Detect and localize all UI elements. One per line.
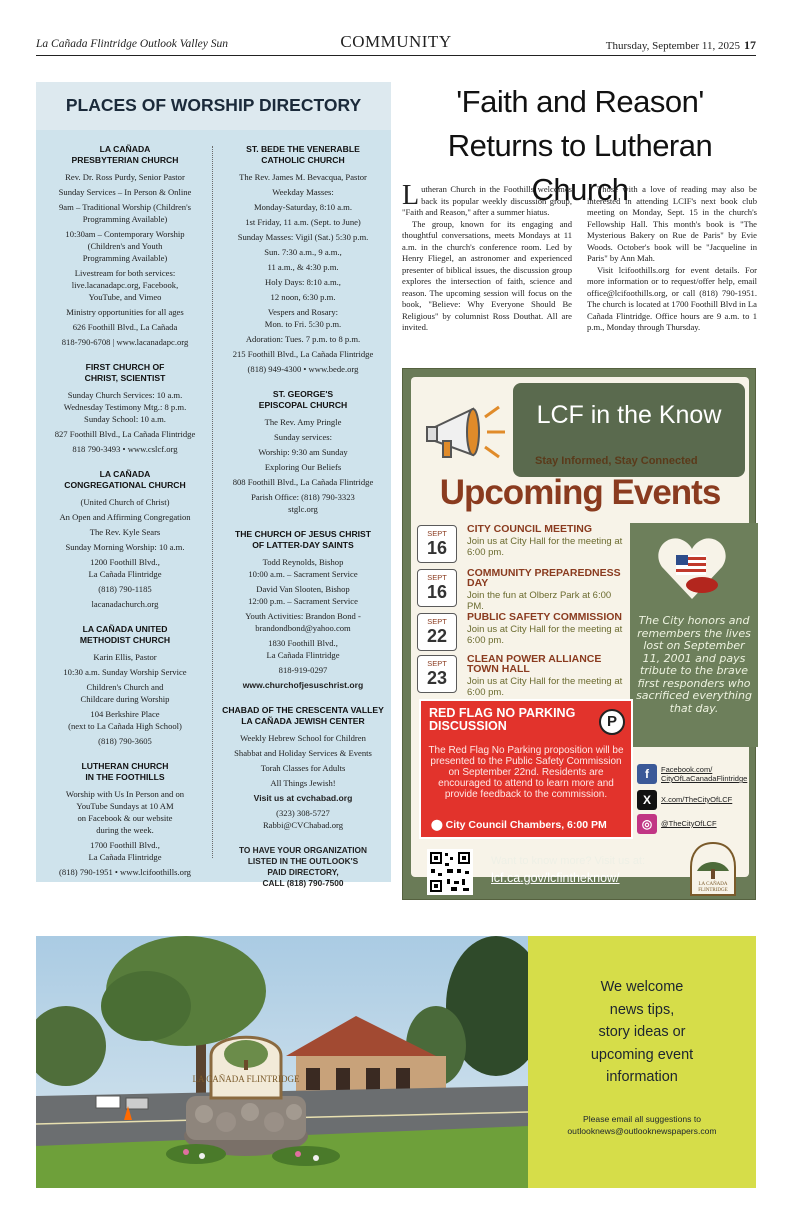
directory-listing-cta: TO HAVE YOUR ORGANIZATION LISTED IN THE OUTLOOK'S PAID DIRECTORY, CALL (818) 790-7500: [239, 845, 367, 888]
church-address: 827 Foothill Blvd., La Cañada Flintridge: [54, 429, 196, 439]
upcoming-events-heading: Upcoming Events: [439, 473, 721, 512]
church-address: 626 Foothill Blvd., La Cañada: [72, 322, 178, 332]
church-contact: 818-919-0297: [278, 665, 328, 675]
article-paragraph-text: utheran Church in the Foothills welcomes back its popular weekly discussion group, "Faith and Reason," after a summer hiatus.: [402, 184, 572, 217]
date-and-page: [606, 38, 756, 53]
directory-left-column: [38, 144, 212, 892]
directory-entry: [38, 761, 212, 878]
church-website: Visit us at cvchabad.org: [253, 793, 353, 803]
article-paragraph: Visit lcifoothills.org for event details. For more information or to request/offer help, email office@lcifoothills.org, or call (818) 790-1951. The church is located at 1700 Foothill Blvd in La Cañada Flintridge. Office hours are 9 a.m. to 1 p.m., Monday through Thursday.: [587, 264, 757, 332]
church-name: FIRST CHURCH OF CHRIST, SCIENTIST: [84, 362, 166, 383]
church-detail: 1st Friday, 11 a.m. (Sept. to June): [245, 217, 361, 227]
event-day: 16: [426, 582, 448, 602]
event-day: 22: [426, 626, 448, 646]
church-name: CHABAD OF THE CRESCENTA VALLEY LA CAÑADA JEWISH CENTER: [222, 705, 384, 726]
article-paragraph: The group, known for its engaging and thoughtful conversations, meets Mondays at 11 a.m. in the church's conference room. Led by Henry Fliegel, an astronomer and experienced presenter of biblical issues, the discussion group explores the intersection of faith, science and reason. The upcoming session will focus on the book, "Believe: Why Everyone Should Be Religious" by columnist Ross Douthat. All are invited.: [402, 218, 572, 332]
social-instagram[interactable]: [637, 813, 753, 837]
church-website: www.churchofjesuschrist.org: [242, 680, 364, 690]
church-detail: An Open and Affirming Congregation: [59, 512, 191, 522]
ad-panel: [411, 377, 752, 877]
directory-title: PLACES OF WORSHIP DIRECTORY: [65, 95, 362, 115]
publication-name: La Cañada Flintridge Outlook Valley Sun: [36, 38, 228, 50]
directory-entry: [38, 624, 212, 747]
church-detail: Worship: 9:30 am Sunday: [258, 447, 348, 457]
event-description: Join the fun at Olberz Park at 6:00 PM.: [467, 590, 612, 612]
church-contact: (818) 790-1185: [98, 584, 152, 594]
church-contact: (323) 308-5727 Rabbi@CVChabad.org: [262, 808, 344, 830]
event-day: 16: [426, 538, 448, 558]
church-address: 808 Foothill Blvd., La Cañada Flintridge: [232, 477, 374, 487]
qr-code-icon: [427, 849, 473, 895]
church-detail: Ministry opportunities for all ages: [66, 307, 184, 317]
event-item: [417, 613, 627, 653]
church-detail: Adoration: Tues. 7 p.m. to 8 p.m.: [245, 334, 361, 344]
church-detail: Sunday Masses: Vigil (Sat.) 5:30 p.m.: [237, 232, 369, 242]
event-day: 23: [426, 668, 448, 688]
issue-date: Thursday, September 11, 2025: [605, 40, 740, 52]
church-detail: Exploring Our Beliefs: [264, 462, 342, 472]
drop-cap: L: [402, 180, 420, 211]
church-address: 104 Berkshire Place (next to La Cañada High School): [68, 709, 182, 731]
church-detail: 10:30 a.m. Sunday Worship Service: [63, 667, 187, 677]
september-11-tribute: [630, 523, 758, 747]
church-name: LUTHERAN CHURCH IN THE FOOTHILLS: [81, 761, 169, 782]
svg-text:FLINTRIDGE: FLINTRIDGE: [698, 888, 728, 893]
city-logo-icon: [689, 841, 737, 897]
church-detail: Todd Reynolds, Bishop 10:00 a.m. – Sacrament Service: [248, 557, 358, 579]
event-title: CITY COUNCIL MEETING: [467, 523, 593, 535]
church-detail: 11 a.m., & 4:30 p.m.: [267, 262, 339, 272]
page-number: 17: [744, 38, 756, 52]
church-address: 1200 Foothill Blvd., La Cañada Flintridge: [88, 557, 162, 579]
church-detail: Youth Activities: Brandon Bond - brandondbond@yahoo.com: [245, 611, 361, 633]
church-address: 1700 Foothill Blvd., La Cañada Flintridge: [88, 840, 162, 862]
event-description: Join us at City Hall for the meeting at 6:00 pm.: [467, 624, 623, 646]
event-item: [417, 525, 627, 565]
event-date-card: [417, 525, 457, 563]
church-detail: Sun. 7:30 a.m., 9 a.m.,: [264, 247, 342, 257]
event-date-card: [417, 613, 457, 651]
section-title: COMMUNITY: [340, 32, 452, 51]
church-detail: Shabbat and Holiday Services & Events: [234, 748, 372, 758]
directory-entry: [38, 469, 212, 610]
event-title: CLEAN POWER ALLIANCE TOWN HALL: [467, 653, 602, 675]
red-flag-title: RED FLAG NO PARKING DISCUSSION: [429, 706, 576, 733]
social-x[interactable]: [637, 789, 753, 813]
instagram-icon: ◎: [637, 814, 657, 834]
page-header: [36, 30, 756, 56]
article-column-2: [587, 184, 757, 334]
directory-right-column: [216, 144, 390, 889]
event-month: SEPT: [427, 529, 447, 538]
directory-column-divider: [212, 146, 213, 858]
church-name: ST. GEORGE'S EPISCOPAL CHURCH: [258, 389, 348, 410]
x-icon: X: [637, 790, 657, 810]
church-contact: 818-790-6708 | www.lacanadapc.org: [61, 337, 189, 347]
event-description: Join us at City Hall for the meeting at 6:00 pm.: [467, 676, 623, 698]
no-parking-icon: P: [599, 709, 625, 735]
church-detail: The Rev. James M. Bevacqua, Pastor: [239, 172, 367, 182]
event-month: SEPT: [427, 617, 447, 626]
social-link-text[interactable]: @TheCityOfLCF: [661, 819, 717, 828]
directory-entry: [216, 144, 390, 375]
church-detail: Rev. Dr. Ross Purdy, Senior Pastor: [65, 172, 185, 182]
church-name: LA CAÑADA UNITED METHODIST CHURCH: [79, 624, 171, 645]
church-contact: (818) 949-4300 • www.bede.org: [247, 364, 359, 374]
church-detail: Worship with Us In Person and on YouTube Sundays at 10 AM on Facebook & our website during the week.: [65, 789, 185, 835]
church-detail: Karin Ellis, Pastor: [93, 652, 157, 662]
church-name: ST. BEDE THE VENERABLE CATHOLIC CHURCH: [246, 144, 360, 165]
article-column-1: [402, 180, 572, 334]
article-paragraph: [402, 180, 572, 219]
church-address: 215 Foothill Blvd., La Cañada Flintridge: [232, 349, 374, 359]
church-detail: All Things Jewish!: [270, 778, 336, 788]
church-detail: Sunday Morning Worship: 10 a.m.: [65, 542, 185, 552]
church-detail: Holy Days: 8:10 a.m.,: [265, 277, 341, 287]
church-detail: Vespers and Rosary: Mon. to Fri. 5:30 p.m.: [264, 307, 342, 329]
article-headline: 'Faith and Reason' Returns to Lutheran Church: [447, 84, 713, 207]
church-detail: Livestream for both services: live.lacanadapc.org, Facebook, YouTube, and Vimeo: [71, 268, 179, 302]
worship-directory: [36, 82, 391, 888]
church-contact: (818) 790-3605: [98, 736, 152, 746]
news-tips-sub: Please email all suggestions to: [583, 1114, 701, 1124]
directory-title-band: [36, 82, 391, 130]
church-detail: David Van Slooten, Bishop 12:00 p.m. – Sacrament Service: [248, 584, 358, 606]
church-name: LA CAÑADA CONGREGATIONAL CHURCH: [64, 469, 186, 490]
church-detail: Sunday Services – In Person & Online: [58, 187, 192, 197]
church-contact: Parish Office: (818) 790-3323 stglc.org: [251, 492, 355, 514]
red-flag-notice: [419, 699, 633, 839]
event-date-card: [417, 655, 457, 693]
visit-link[interactable]: lcf.ca.gov/lcfintheknow/: [491, 871, 620, 885]
red-flag-body: The Red Flag No Parking proposition will be presented to the Public Safety Commission on September 22nd. Residents are encouraged to attend to learn more and provide feedback to the commission.: [428, 745, 624, 800]
church-detail: Weekday Masses:: [272, 187, 334, 197]
photo-illustration: [36, 936, 528, 1188]
tribute-text: The City honors and remembers the lives lost on September 11, 2001 and pays tribute to the brave first responders who sacrificed everything that day.: [636, 614, 752, 715]
church-contact: lacanadachurch.org: [91, 599, 159, 609]
event-date-card: [417, 569, 457, 607]
church-detail: 12 noon, 6:30 p.m.: [270, 292, 336, 302]
church-detail: Sunday Church Services: 10 a.m. Wednesday Testimony Mtg.: 8 p.m. Sunday School: 10 a.m.: [63, 390, 187, 424]
event-month: SEPT: [427, 659, 447, 668]
facebook-icon: f: [637, 764, 657, 784]
event-item: [417, 653, 627, 698]
ad-brand-title: LCF in the Know: [536, 401, 722, 429]
news-tips-email[interactable]: outlooknews@outlooknewspapers.com: [567, 1126, 717, 1136]
directory-entry: [216, 705, 390, 831]
church-contact: 818 790-3493 • www.cslcf.org: [72, 444, 178, 454]
news-tips-instructions: [528, 1113, 756, 1137]
directory-entry: [216, 529, 390, 691]
svg-text:LA CAÑADA: LA CAÑADA: [698, 882, 728, 887]
event-title: COMMUNITY PREPAREDNESS DAY: [467, 567, 621, 589]
church-detail: Monday-Saturday, 8:10 a.m.: [253, 202, 352, 212]
church-detail: 10:30am – Contemporary Worship (Children's and Youth Programming Available): [65, 229, 185, 263]
church-detail: The Rev. Amy Pringle: [264, 417, 342, 427]
social-link-text[interactable]: X.com/TheCityOfLCF: [661, 795, 733, 804]
church-name: THE CHURCH OF JESUS CHRIST OF LATTER-DAY SAINTS: [234, 529, 372, 550]
social-link-text[interactable]: Facebook.com/ CityOfLaCanadaFlintridge: [661, 765, 748, 783]
article-paragraph: Those with a love of reading may also be interested in attending LCIF's next book club meeting on Monday, Sept. 15 in the church's Fellowship Hall. This month's book is "The Mysterious Bakery on Rue de Paris" by Evie Woods. October's book will be "Jacqueline in Paris" by Ann Mah.: [587, 184, 757, 263]
directory-entry: [216, 389, 390, 515]
lcf-in-the-know-ad: [402, 368, 756, 900]
event-item: [417, 567, 627, 612]
church-detail: 9am – Traditional Worship (Children's Programming Available): [59, 202, 191, 224]
visit-prompt: Want to know more? Visit us at:: [491, 855, 646, 867]
flag-heart-icon: [656, 533, 728, 605]
la-canada-sign-photo: [36, 936, 528, 1188]
event-month: SEPT: [427, 573, 447, 582]
megaphone-icon: [423, 397, 513, 467]
event-title: PUBLIC SAFETY COMMISSION: [467, 611, 622, 623]
red-flag-location: ⬤ City Council Chambers, 6:00 PM: [431, 819, 607, 831]
church-contact: (818) 790-1951 • www.lcifoothills.org: [59, 867, 191, 877]
social-facebook[interactable]: [637, 763, 753, 787]
church-name: LA CAÑADA PRESBYTERIAN CHURCH: [71, 144, 179, 165]
photo-sign-text: LA CAÑADA FLINTRIDGE: [192, 1074, 300, 1084]
red-flag-location-text: City Council Chambers, 6:00 PM: [445, 819, 607, 831]
news-tips-box: [528, 936, 756, 1188]
church-detail: Torah Classes for Adults: [260, 763, 346, 773]
directory-entry: [38, 144, 212, 348]
church-detail: Weekly Hebrew School for Children: [240, 733, 366, 743]
news-tips-heading: We welcome news tips, story ideas or upcoming event information: [590, 979, 694, 1085]
ad-tagline: Stay Informed, Stay Connected: [535, 455, 698, 467]
event-description: Join us at City Hall for the meeting at 6:00 pm.: [467, 536, 623, 558]
directory-entry: [38, 362, 212, 455]
ad-footer: [411, 841, 749, 899]
church-address: 1830 Foothill Blvd., La Cañada Flintridge: [266, 638, 340, 660]
church-detail: Children's Church and Childcare during Worship: [80, 682, 170, 704]
church-detail: The Rev. Kyle Sears: [89, 527, 161, 537]
church-detail: Sunday services:: [274, 432, 332, 442]
church-detail: (United Church of Christ): [80, 497, 170, 507]
